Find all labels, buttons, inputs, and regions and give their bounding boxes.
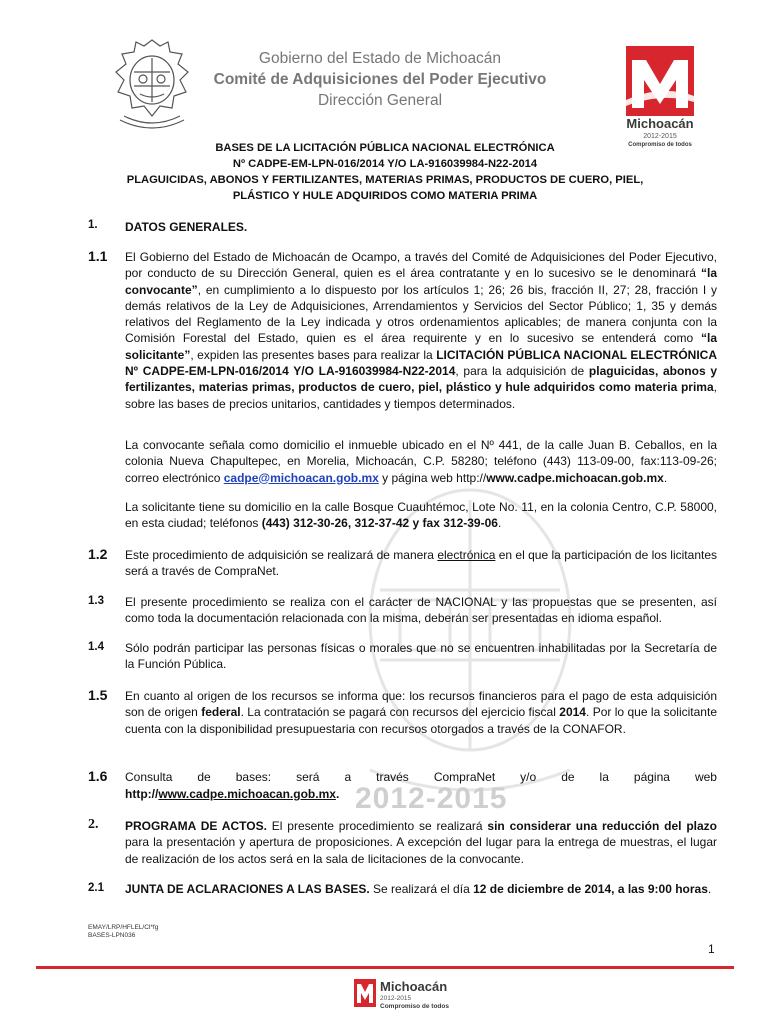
s12-text-2: en el que la participación de los licitantes será a través de CompraNet. xyxy=(125,548,717,579)
footer-logo-slogan: Compromiso de todos xyxy=(380,1003,449,1010)
header-government: Gobierno del Estado de Michoacán xyxy=(258,50,502,67)
s16-url-end: . xyxy=(335,787,340,801)
s21-text-2: . xyxy=(707,882,712,896)
s15-text-2: . La contratación se pagará con recursos del ejercicio fiscal xyxy=(240,705,560,720)
title-line-3: PLAGUICIDAS, ABONOS Y FERTILIZANTES, MATERIAS PRIMAS, PRODUCTOS DE CUERO, PIEL, xyxy=(126,174,644,186)
header-block xyxy=(200,48,560,111)
s15-bold-federal: federal xyxy=(201,705,241,720)
convocante-address-end: . xyxy=(663,470,668,485)
section-2-1-paragraph xyxy=(125,881,717,897)
s16-url-prefix: http:// xyxy=(125,787,159,801)
section-1-heading: DATOS GENERALES. xyxy=(125,220,248,234)
footer-rule xyxy=(36,966,734,969)
section-1-2-paragraph xyxy=(125,547,717,580)
s15-text-3: . Por lo que la solicitante cuenta con la disponibilidad presupuestaria con recursos otorgados a través de la CONAFOR. xyxy=(125,705,717,736)
convocante-address-paragraph xyxy=(125,437,717,486)
header-committee: Comité de Adquisiciones del Poder Ejecutivo xyxy=(213,71,547,88)
section-2-1-number: 2.1 xyxy=(88,882,104,894)
title-line-1: BASES DE LA LICITACIÓN PÚBLICA NACIONAL ELECTRÓNICA xyxy=(215,142,555,154)
s12-text-1: Este procedimiento de adquisición se realizará de manera xyxy=(125,548,438,562)
logo-slogan: Compromiso de todos xyxy=(628,142,692,148)
s11-text-1: El Gobierno del Estado de Michoacán de Ocampo, a través del Comité de Adquisiciones del Poder Ejecutivo, por conducto de su Dirección General, quien es el área contratante y en lo sucesivo se le denominará xyxy=(125,250,717,281)
s12-underlined: electrónica xyxy=(437,548,496,562)
s16-word: de xyxy=(197,770,211,784)
solicitante-address-end: . xyxy=(497,516,502,531)
convocante-web[interactable]: www.cadpe.michoacan.gob.mx xyxy=(486,470,664,485)
footer-reference xyxy=(88,924,158,940)
section-1-3-number: 1.3 xyxy=(88,595,104,607)
s16-word: será xyxy=(296,770,320,784)
document-title xyxy=(100,140,670,204)
s11-text-2: , en cumplimiento a lo dispuesto por los artículos 1; 26; 26 bis, fracción II, 27; 28, fracción I y demás relativos de la Ley de Adquisiciones, Arrendamientos y Servicios del Sector Público; 1, 35 y demás relativos del Reglamento de la Ley indicada y otros ordenamientos aplicables; de manera conjunta con la Comisión Forestal del Estado, quien es el área requirente y en lo sucesivo se entenderá como xyxy=(125,282,717,346)
title-line-2: Nº CADPE-EM-LPN-016/2014 Y/O LA-916039984-N22-2014 xyxy=(232,158,538,170)
s11-text-3: , expiden las presentes bases para realizar la xyxy=(190,347,437,362)
s21-text-1: Se realizará el día xyxy=(369,882,474,896)
convocante-email-link[interactable]: cadpe@michoacan.gob.mx xyxy=(223,470,379,485)
section-1-5-number: 1.5 xyxy=(88,687,108,703)
section-1-4-paragraph: Sólo podrán participar las personas físicas o morales que no se encuentren inhabilitadas por la Secretaría de la Función Pública. xyxy=(125,641,717,672)
solicitante-phones: (443) 312-30-26, 312-37-42 y fax 312-39-06 xyxy=(261,516,498,531)
section-1-3-paragraph: El presente procedimiento se realiza con el carácter de NACIONAL y las propuestas que se presenten, así como toda la documentación relacionada con la misma, deberán ser presentadas en idioma español. xyxy=(125,595,717,626)
footer-ref-1: EMAY/LRP/HFLEL/Cl*fg xyxy=(88,924,159,931)
section-1-2-number: 1.2 xyxy=(88,546,108,562)
s11-bold-solicitante: “la solicitante” xyxy=(125,331,717,362)
section-1-number: 1. xyxy=(88,219,98,231)
solicitante-address-text: La solicitante tiene su domicilio en la calle Bosque Cuauhtémoc, Lote No. 11, en la colonia Centro, C.P. 58000, en esta ciudad; teléfonos xyxy=(125,500,717,531)
section-1-6-line-2 xyxy=(125,786,717,802)
section-2-paragraph xyxy=(125,818,717,867)
s16-word: la xyxy=(599,770,609,784)
footer-logo-name: Michoacán xyxy=(380,979,448,994)
convocante-address-text: La convocante señala como domicilio el inmueble ubicado en el Nº 441, de la calle Juan B. Ceballos, en la colonia Nueva Chapultepec, en Morelia, Michoacán, C.P. 58280; teléfono (443) 113-09-00, fax:113-09-26; correo electrónico xyxy=(125,438,717,485)
footer-logo-years: 2012-2015 xyxy=(380,995,412,1002)
solicitante-address-paragraph xyxy=(125,499,717,532)
watermark-years: 2012-2015 xyxy=(355,782,508,815)
s16-word: de xyxy=(561,770,575,784)
s11-bold-convocante: “la convocante” xyxy=(125,266,717,297)
section-1-5-paragraph xyxy=(125,688,717,737)
s11-text-4: , para la adquisición de xyxy=(455,364,589,379)
s16-word: bases: xyxy=(235,770,272,784)
section-1-4-number: 1.4 xyxy=(88,641,104,653)
s2-heading: PROGRAMA DE ACTOS. xyxy=(125,819,267,833)
s16-web-link[interactable]: www.cadpe.michoacan.gob.mx xyxy=(158,787,336,801)
footer-ref-2: BASES-LPN036 xyxy=(88,932,136,939)
s11-bold-products: plaguicidas, abonos y fertilizantes, materias primas, productos de cuero, piel, plástico y hule adquiridos como materia prima xyxy=(125,364,717,395)
s11-bold-licitacion: LICITACIÓN PÚBLICA NACIONAL ELECTRÓNICA Nº CADPE-EM-LPN-016/2014 Y/O LA-916039984-N22-2014 xyxy=(125,347,718,379)
header-direction: Dirección General xyxy=(317,92,443,109)
convocante-web-prefix: y página web http:// xyxy=(378,470,487,485)
s16-word: y/o xyxy=(520,770,537,784)
s16-word: través xyxy=(376,770,409,784)
s2-text-1: El presente procedimiento se realizará xyxy=(266,819,488,833)
page-number: 1 xyxy=(708,942,715,956)
s16-word: Consulta xyxy=(125,770,173,784)
section-1-6-line-1 xyxy=(125,769,717,785)
s15-text-1: En cuanto al origen de los recursos se informa que: los recursos financieros para el pago de esta adquisición son de origen xyxy=(125,689,717,720)
s16-word: página xyxy=(633,770,670,784)
section-1-1-number: 1.1 xyxy=(88,248,108,264)
s15-bold-year: 2014 xyxy=(559,705,586,720)
s2-text-2: para la presentación y apertura de proposiciones. A excepción del lugar para la entrega de muestras, el lugar de realización de los actos será en la sala de licitaciones de la convocante. xyxy=(125,835,717,866)
title-line-4: PLÁSTICO Y HULE ADQUIRIDOS COMO MATERIA PRIMA xyxy=(232,190,538,202)
s11-text-5: , sobre las bases de precios unitarios, cantidades y tiempos determinados. xyxy=(125,380,717,411)
s21-heading: JUNTA DE ACLARACIONES A LAS BASES. xyxy=(125,882,370,896)
s16-word: web xyxy=(694,770,717,784)
section-2-number: 2. xyxy=(88,817,99,832)
michoacan-logo xyxy=(622,44,698,148)
section-1-1-paragraph xyxy=(125,249,717,412)
footer-michoacan-logo xyxy=(352,975,472,1011)
state-coat-of-arms-seal xyxy=(110,36,194,136)
s16-word: a xyxy=(344,770,352,784)
section-1-6-number: 1.6 xyxy=(88,768,108,784)
logo-name: Michoacán xyxy=(626,116,694,131)
s16-word: CompraNet xyxy=(433,770,496,784)
logo-years: 2012-2015 xyxy=(643,133,677,140)
s2-bold: sin considerar una reducción del plazo xyxy=(487,819,717,833)
s21-date: 12 de diciembre de 2014, a las 9:00 horas xyxy=(473,882,708,896)
